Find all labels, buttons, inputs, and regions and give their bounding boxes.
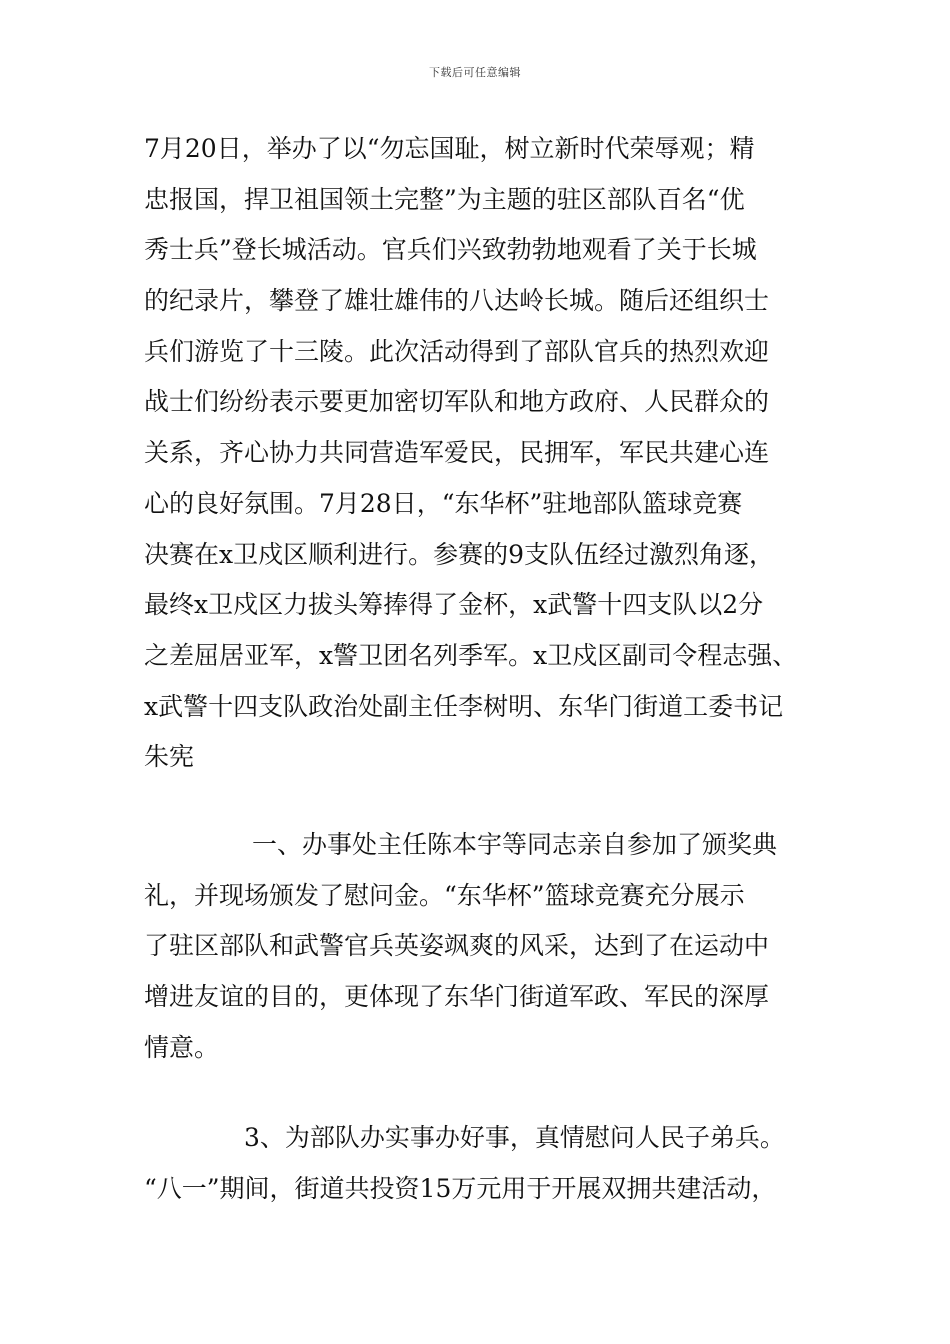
text-line: 战士们纷纷表示要更加密切军队和地方政府、人民群众的 bbox=[144, 387, 770, 417]
text-line: “八一”期间，街道共投资15万元用于开展双拥共建活动， bbox=[144, 1173, 777, 1203]
paragraph-3 bbox=[144, 1113, 824, 1214]
text-line: 决赛在x卫戍区顺利进行。参赛的9支队伍经过激烈角逐， bbox=[144, 539, 775, 569]
page-header: 下载后可任意编辑 bbox=[429, 66, 521, 79]
text-line: 兵们游览了十三陵。此次活动得到了部队官兵的热烈欢迎 bbox=[144, 336, 770, 366]
text-line: x武警十四支队政治处副主任李树明、东华门街道工委书记 bbox=[144, 691, 784, 721]
text-line: 增进友谊的目的，更体现了东华门街道军政、军民的深厚 bbox=[144, 982, 770, 1012]
paragraph-1 bbox=[144, 124, 824, 783]
text-line: 秀士兵”登长城活动。官兵们兴致勃勃地观看了关于长城 bbox=[144, 235, 757, 265]
text-line: 3、为部队办实事办好事，真情慰问人民子弟兵。 bbox=[244, 1123, 785, 1152]
text-line: 心的良好氛围。7月28日，“东华杯”驻地部队篮球竞赛 bbox=[144, 488, 743, 518]
text-line: 7月20日，举办了以“勿忘国耻，树立新时代荣辱观；精 bbox=[144, 134, 755, 163]
text-line: 关系，齐心协力共同营造军爱民，民拥军，军民共建心连 bbox=[144, 438, 770, 468]
text-line: 之差屈居亚军，x警卫团名列季军。x卫戍区副司令程志强、 bbox=[144, 640, 798, 670]
text-line: 最终x卫戍区力拔头筹捧得了金杯，x武警十四支队以2分 bbox=[144, 590, 764, 620]
text-line: 的纪录片，攀登了雄壮雄伟的八达岭长城。随后还组织士 bbox=[144, 286, 770, 316]
text-line: 朱宪 bbox=[144, 742, 195, 772]
text-line: 一、办事处主任陈本宇等同志亲自参加了颁奖典 bbox=[252, 830, 778, 859]
text-line: 礼，并现场颁发了慰问金。“东华杯”篮球竞赛充分展示 bbox=[144, 880, 745, 910]
paragraph-2 bbox=[144, 820, 824, 1073]
text-line: 情意。 bbox=[144, 1032, 220, 1062]
text-line: 忠报国，捍卫祖国领土完整”为主题的驻区部队百名“优 bbox=[144, 184, 745, 214]
text-line: 了驻区部队和武警官兵英姿飒爽的风采，达到了在运动中 bbox=[144, 931, 770, 961]
